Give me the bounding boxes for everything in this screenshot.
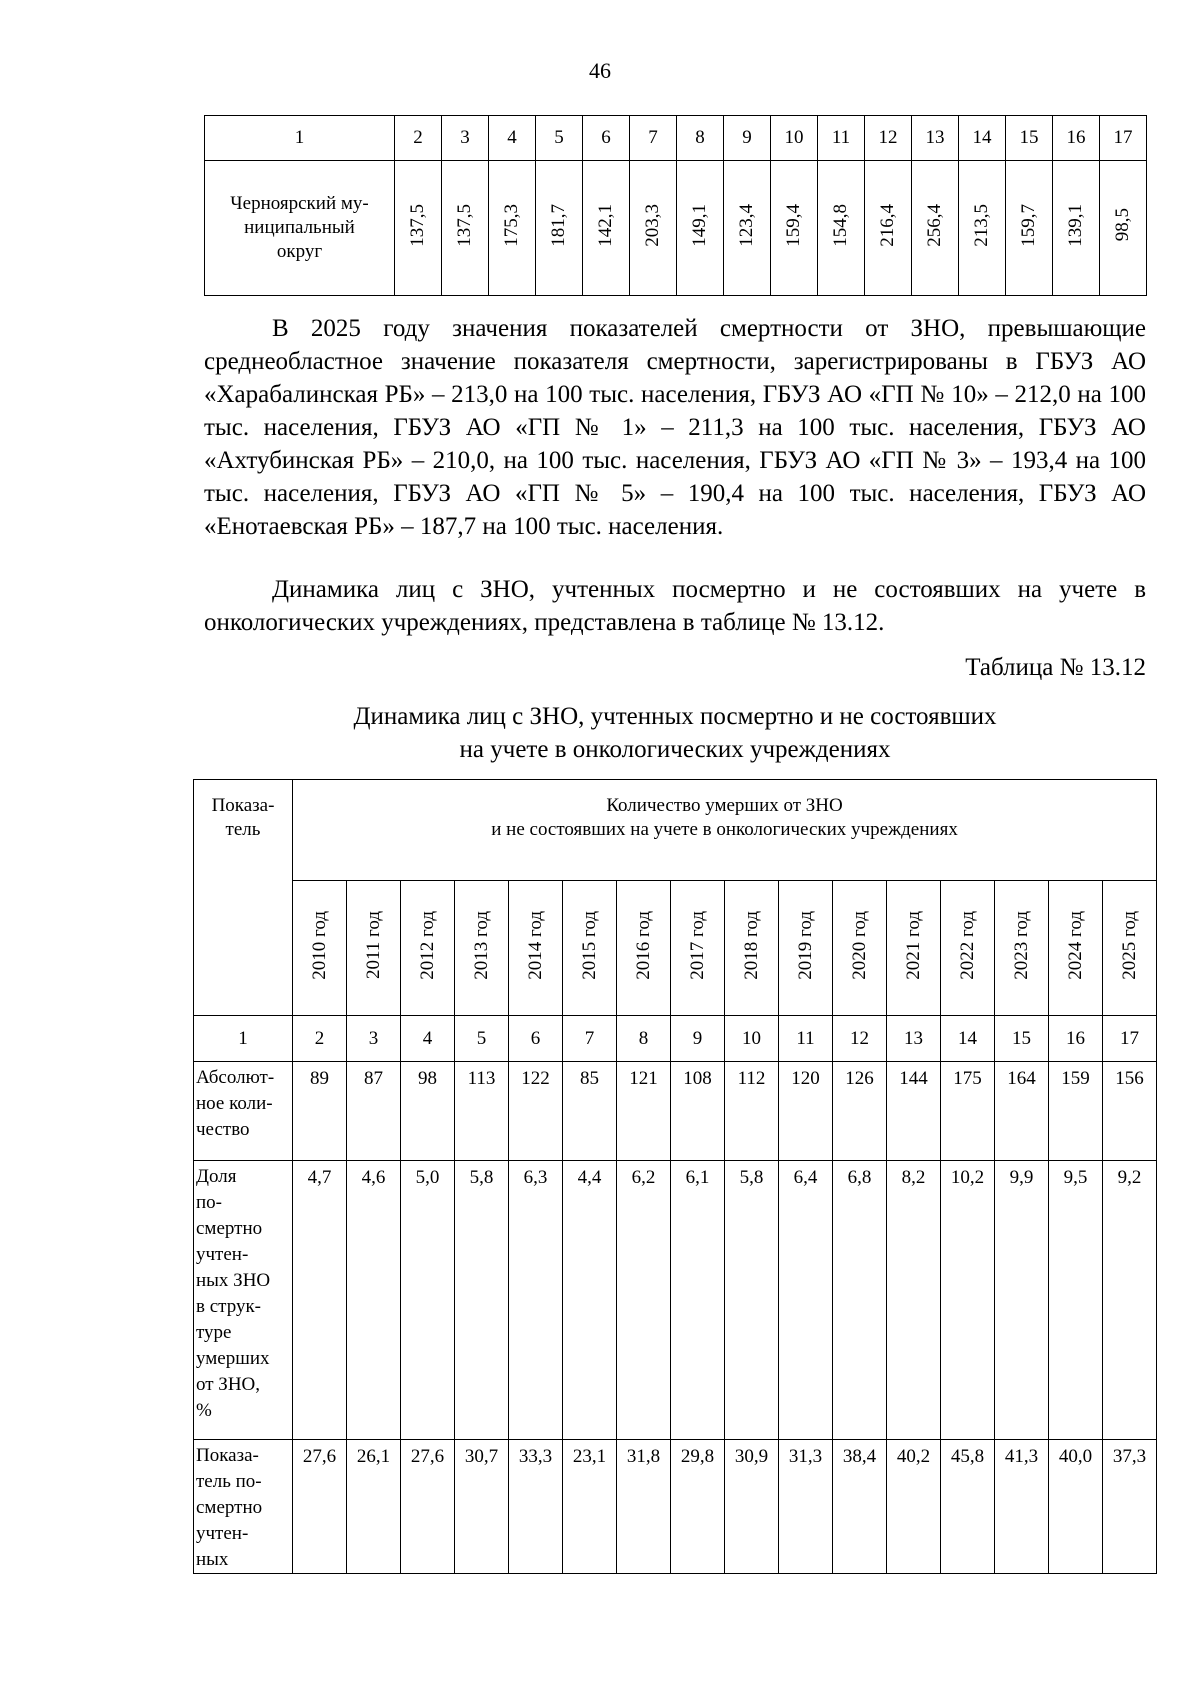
column-number-cell: 8 [617,1016,671,1062]
column-number-cell: 12 [865,116,912,161]
year-header-cell [617,881,671,1016]
label-line: чество [196,1119,250,1140]
year-header-cell [671,881,725,1016]
column-number-cell: 3 [442,116,489,161]
row-label [205,161,395,296]
label-line: Абсолют- [196,1067,275,1088]
label-line: учтен- [196,1523,249,1544]
column-number-cell: 5 [455,1016,509,1062]
value-cell: 6,3 [509,1161,563,1440]
table-title-line-1: Динамика лиц с ЗНО, учтенных посмертно и не состоявших [353,703,997,730]
district-mortality-table-continuation [204,115,1147,296]
year-label: 2010 год [308,910,330,980]
table-header-row [194,780,1157,881]
row-label [194,1161,293,1440]
value-cell: 27,6 [401,1440,455,1574]
cell-value: 213,5 [971,203,992,247]
table-row [205,161,1147,296]
column-number-cell: 7 [563,1016,617,1062]
value-cell [865,161,912,296]
value-cell: 108 [671,1062,725,1161]
column-number-cell: 6 [583,116,630,161]
column-number-cell: 17 [1100,116,1147,161]
value-cell: 45,8 [941,1440,995,1574]
value-cell [677,161,724,296]
cell-value: 159,4 [783,203,804,247]
value-cell: 4,4 [563,1161,617,1440]
year-header-cell [1103,881,1157,1016]
cell-value: 181,7 [548,203,569,247]
table-row [194,1062,1157,1161]
value-cell: 159 [1049,1062,1103,1161]
label-line: смертно [196,1497,263,1518]
value-cell: 23,1 [563,1440,617,1574]
year-label: 2011 год [362,911,384,979]
value-cell: 87 [347,1062,401,1161]
label-line: туре [196,1322,232,1343]
value-cell [442,161,489,296]
year-label: 2021 год [902,910,924,980]
column-number-cell: 11 [818,116,865,161]
label-line: учтен- [196,1244,249,1265]
value-cell: 40,2 [887,1440,941,1574]
column-number-cell: 10 [771,116,818,161]
year-header-cell [563,881,617,1016]
year-header-cell [293,881,347,1016]
column-number-cell: 14 [959,116,1006,161]
year-header-cell [509,881,563,1016]
year-label: 2020 год [848,910,870,980]
value-cell: 9,2 [1103,1161,1157,1440]
column-number-cell: 8 [677,116,724,161]
column-number-cell: 14 [941,1016,995,1062]
value-cell: 122 [509,1062,563,1161]
value-cell [630,161,677,296]
year-header-cell [401,881,455,1016]
value-cell [912,161,959,296]
table-row [194,1161,1157,1440]
cell-value: 175,3 [501,203,522,247]
label-line: ных [196,1549,229,1570]
column-number-cell: 1 [205,116,395,161]
column-number-cell: 7 [630,116,677,161]
year-label: 2012 год [416,910,438,980]
column-number-cell: 16 [1053,116,1100,161]
label-line: Показа- [211,795,275,816]
value-cell: 164 [995,1062,1049,1161]
label-line: умерших [196,1348,270,1369]
column-number-cell: 4 [401,1016,455,1062]
value-cell: 8,2 [887,1161,941,1440]
value-cell [771,161,818,296]
value-cell: 85 [563,1062,617,1161]
label-line: от ЗНО, [196,1374,261,1395]
value-cell [489,161,536,296]
value-cell [1100,161,1147,296]
year-header-cell [455,881,509,1016]
label-line: % [196,1400,212,1421]
value-cell: 5,0 [401,1161,455,1440]
year-label: 2019 год [794,910,816,980]
table-header-row [205,116,1147,161]
group-header-line-1: Количество умерших от ЗНО [606,795,843,816]
value-cell: 29,8 [671,1440,725,1574]
label-line: ное коли- [196,1093,273,1114]
column-number-cell: 13 [912,116,959,161]
cell-value: 139,1 [1065,203,1086,247]
label-line: по- [196,1192,222,1213]
value-cell: 30,7 [455,1440,509,1574]
value-cell: 4,7 [293,1161,347,1440]
column-number-cell: 1 [194,1016,293,1062]
cell-value: 203,3 [642,203,663,247]
year-label: 2017 год [686,910,708,980]
years-header-row [194,881,1157,1016]
column-number-cell: 9 [724,116,771,161]
row-label [194,1440,293,1574]
cell-value: 159,7 [1018,203,1039,247]
year-header-cell [1049,881,1103,1016]
cell-value: 137,5 [454,203,475,247]
year-header-cell [995,881,1049,1016]
year-header-cell [887,881,941,1016]
row-label [194,1062,293,1161]
value-cell: 5,8 [725,1161,779,1440]
value-cell: 121 [617,1062,671,1161]
value-cell: 30,9 [725,1440,779,1574]
cell-value: 154,8 [830,203,851,247]
year-label: 2016 год [632,910,654,980]
label-line: ниципальный [244,217,355,238]
value-cell: 98 [401,1062,455,1161]
label-line: ных ЗНО [196,1270,271,1291]
value-cell: 4,6 [347,1161,401,1440]
value-cell: 40,0 [1049,1440,1103,1574]
column-number-cell: 5 [536,116,583,161]
value-cell: 31,3 [779,1440,833,1574]
value-cell: 26,1 [347,1440,401,1574]
column-number-cell: 17 [1103,1016,1157,1062]
column-number-cell: 6 [509,1016,563,1062]
value-cell [818,161,865,296]
year-label: 2018 год [740,910,762,980]
value-cell: 5,8 [455,1161,509,1440]
value-cell: 9,5 [1049,1161,1103,1440]
paragraph-dynamics-intro: Динамика лиц с ЗНО, учтенных посмертно и не состоявших на учете в онкологических учреждениях, представлена в таблице № 13.12. [204,576,1146,636]
value-cell: 120 [779,1062,833,1161]
year-header-cell [833,881,887,1016]
value-cell: 156 [1103,1062,1157,1161]
value-cell: 112 [725,1062,779,1161]
label-line: Показа- [196,1445,259,1466]
value-cell: 31,8 [617,1440,671,1574]
value-cell: 126 [833,1062,887,1161]
label-line: тель по- [196,1471,262,1492]
value-cell: 38,4 [833,1440,887,1574]
value-cell [1006,161,1053,296]
indicator-header [194,780,293,1016]
cell-value: 137,5 [407,203,428,247]
column-number-cell: 2 [293,1016,347,1062]
label-line: тель [225,819,261,840]
value-cell [583,161,630,296]
year-label: 2015 год [578,910,600,980]
year-label: 2024 год [1064,910,1086,980]
column-number-cell: 15 [1006,116,1053,161]
value-cell: 33,3 [509,1440,563,1574]
value-cell [724,161,771,296]
column-number-cell: 9 [671,1016,725,1062]
column-number-cell: 13 [887,1016,941,1062]
label-line: смертно [196,1218,263,1239]
year-label: 2022 год [956,910,978,980]
year-label: 2014 год [524,910,546,980]
value-cell: 144 [887,1062,941,1161]
value-cell: 37,3 [1103,1440,1157,1574]
year-header-cell [941,881,995,1016]
value-cell: 113 [455,1062,509,1161]
cell-value: 123,4 [736,203,757,247]
column-number-cell: 3 [347,1016,401,1062]
year-label: 2025 год [1118,910,1140,980]
group-header-line-2: и не состоявших на учете в онкологических учреждениях [491,819,958,840]
label-line: в струк- [196,1296,261,1317]
value-cell: 89 [293,1062,347,1161]
postmortem-registration-table [193,779,1157,1574]
year-header-cell [725,881,779,1016]
value-cell: 10,2 [941,1161,995,1440]
value-cell: 27,6 [293,1440,347,1574]
value-cell: 6,2 [617,1161,671,1440]
column-number-cell: 12 [833,1016,887,1062]
group-header [293,780,1157,881]
column-number-cell: 10 [725,1016,779,1062]
cell-value: 142,1 [595,203,616,247]
cell-value: 149,1 [689,203,710,247]
table-row [194,1440,1157,1574]
cell-value: 98,5 [1112,208,1133,242]
year-label: 2013 год [470,910,492,980]
label-line: Доля [196,1166,237,1187]
table-caption: Таблица № 13.12 [965,654,1146,681]
label-line: Черноярский му- [230,193,369,214]
cell-value: 256,4 [924,203,945,247]
value-cell: 6,8 [833,1161,887,1440]
value-cell [959,161,1006,296]
value-cell: 6,1 [671,1161,725,1440]
year-header-cell [779,881,833,1016]
value-cell [536,161,583,296]
value-cell [1053,161,1100,296]
page-number: 46 [589,58,611,83]
value-cell [395,161,442,296]
year-label: 2023 год [1010,910,1032,980]
table-title [204,700,1146,766]
column-numbers-row [194,1016,1157,1062]
value-cell: 6,4 [779,1161,833,1440]
value-cell: 41,3 [995,1440,1049,1574]
column-number-cell: 2 [395,116,442,161]
label-line: округ [276,241,323,262]
cell-value: 216,4 [877,203,898,247]
column-number-cell: 15 [995,1016,1049,1062]
table-title-line-2: на учете в онкологических учреждениях [459,736,891,763]
value-cell: 175 [941,1062,995,1161]
column-number-cell: 16 [1049,1016,1103,1062]
year-header-cell [347,881,401,1016]
column-number-cell: 4 [489,116,536,161]
value-cell: 9,9 [995,1161,1049,1440]
paragraph-mortality-facilities: В 2025 году значения показателей смертности от ЗНО, превышающие среднеобластное значение показателя смертности, зарегистрированы в ГБУЗ АО «Харабалинская РБ» – 213,0 на 100 тыс. населения, ГБУЗ АО «ГП № 10» – 212,0 на 100 тыс. населения, ГБУЗ АО «ГП № 1» – 211,3 на 100 тыс. населения, ГБУЗ АО «Ахтубинская РБ» – 210,0, на 100 тыс. населения, ГБУЗ АО «ГП № 3» – 193,4 на 100 тыс. населения, ГБУЗ АО «ГП № 5» – 190,4 на 100 тыс. населения, ГБУЗ АО «Енотаевская РБ» – 187,7 на 100 тыс. населения. [204,315,1146,540]
column-number-cell: 11 [779,1016,833,1062]
